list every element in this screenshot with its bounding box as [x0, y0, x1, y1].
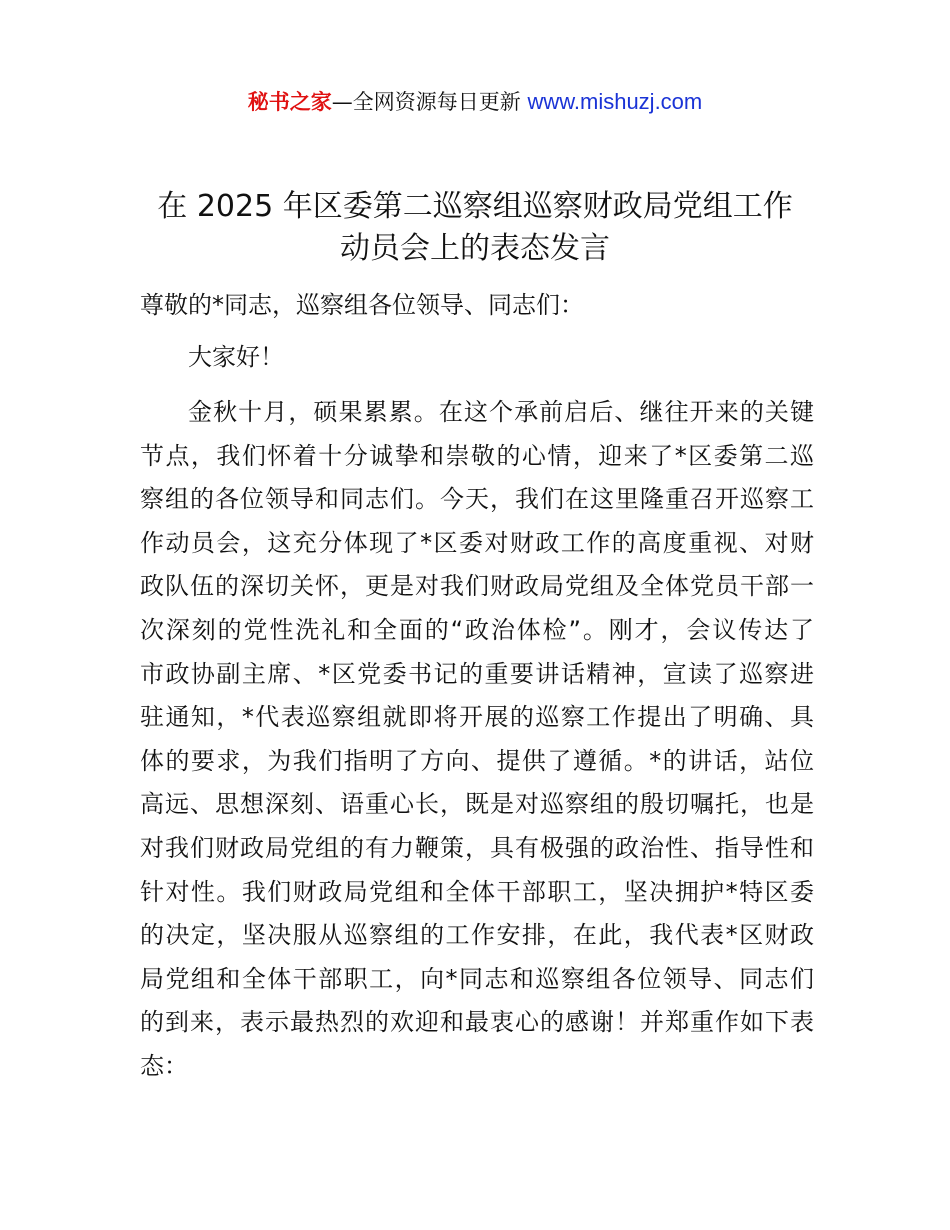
paragraph-line: 高远、思想深刻、语重心长，既是对巡察组的殷切嘱托，也是	[140, 790, 814, 819]
salutation: 尊敬的*同志，巡察组各位领导、同志们：	[140, 291, 584, 319]
paragraph-line: 态：	[140, 1051, 188, 1080]
paragraph-line: 作动员会，这充分体现了*区委对财政工作的高度重视、对财	[140, 528, 814, 557]
banner-tagline: —全网资源每日更新	[331, 90, 521, 114]
paragraph-line: 的决定，坚决服从巡察组的工作安排，在此，我代表*区财政	[140, 921, 814, 950]
site-url-link[interactable]: www.mishuzj.com	[527, 89, 703, 114]
paragraph-line: 政队伍的深切关怀，更是对我们财政局党组及全体党员干部一	[140, 572, 814, 601]
brand-name: 秘书之家	[247, 90, 332, 114]
site-banner	[0, 86, 950, 118]
paragraph-line: 次深刻的党性洗礼和全面的“政治体检”。刚才，会议传达了	[140, 615, 814, 644]
paragraph-line: 察组的各位领导和同志们。今天，我们在这里隆重召开巡察工	[140, 485, 814, 514]
title-line-1: 在 2025 年区委第二巡察组巡察财政局党组工作	[157, 189, 793, 224]
paragraph-line: 的到来，表示最热烈的欢迎和最衷心的感谢！并郑重作如下表	[140, 1008, 814, 1037]
paragraph-line: 体的要求，为我们指明了方向、提供了遵循。*的讲话，站位	[140, 746, 814, 775]
paragraph-line: 对我们财政局党组的有力鞭策，具有极强的政治性、指导性和	[140, 833, 814, 862]
title-line-2: 动员会上的表态发言	[340, 231, 610, 266]
paragraph-line: 针对性。我们财政局党组和全体干部职工，坚决拥护*特区委	[140, 877, 814, 906]
paragraph-line: 驻通知，*代表巡察组就即将开展的巡察工作提出了明确、具	[140, 703, 814, 732]
paragraph-line: 节点，我们怀着十分诚挚和崇敬的心情，迎来了*区委第二巡	[140, 441, 814, 470]
paragraph-line: 市政协副主席、*区党委书记的重要讲话精神，宣读了巡察进	[140, 659, 814, 688]
body-paragraph	[140, 391, 814, 1089]
greeting: 大家好！	[188, 343, 284, 371]
document-title	[120, 186, 830, 270]
paragraph-line: 金秋十月，硕果累累。在这个承前启后、继往开来的关键	[188, 398, 814, 426]
paragraph-line: 局党组和全体干部职工，向*同志和巡察组各位领导、同志们	[140, 964, 814, 993]
